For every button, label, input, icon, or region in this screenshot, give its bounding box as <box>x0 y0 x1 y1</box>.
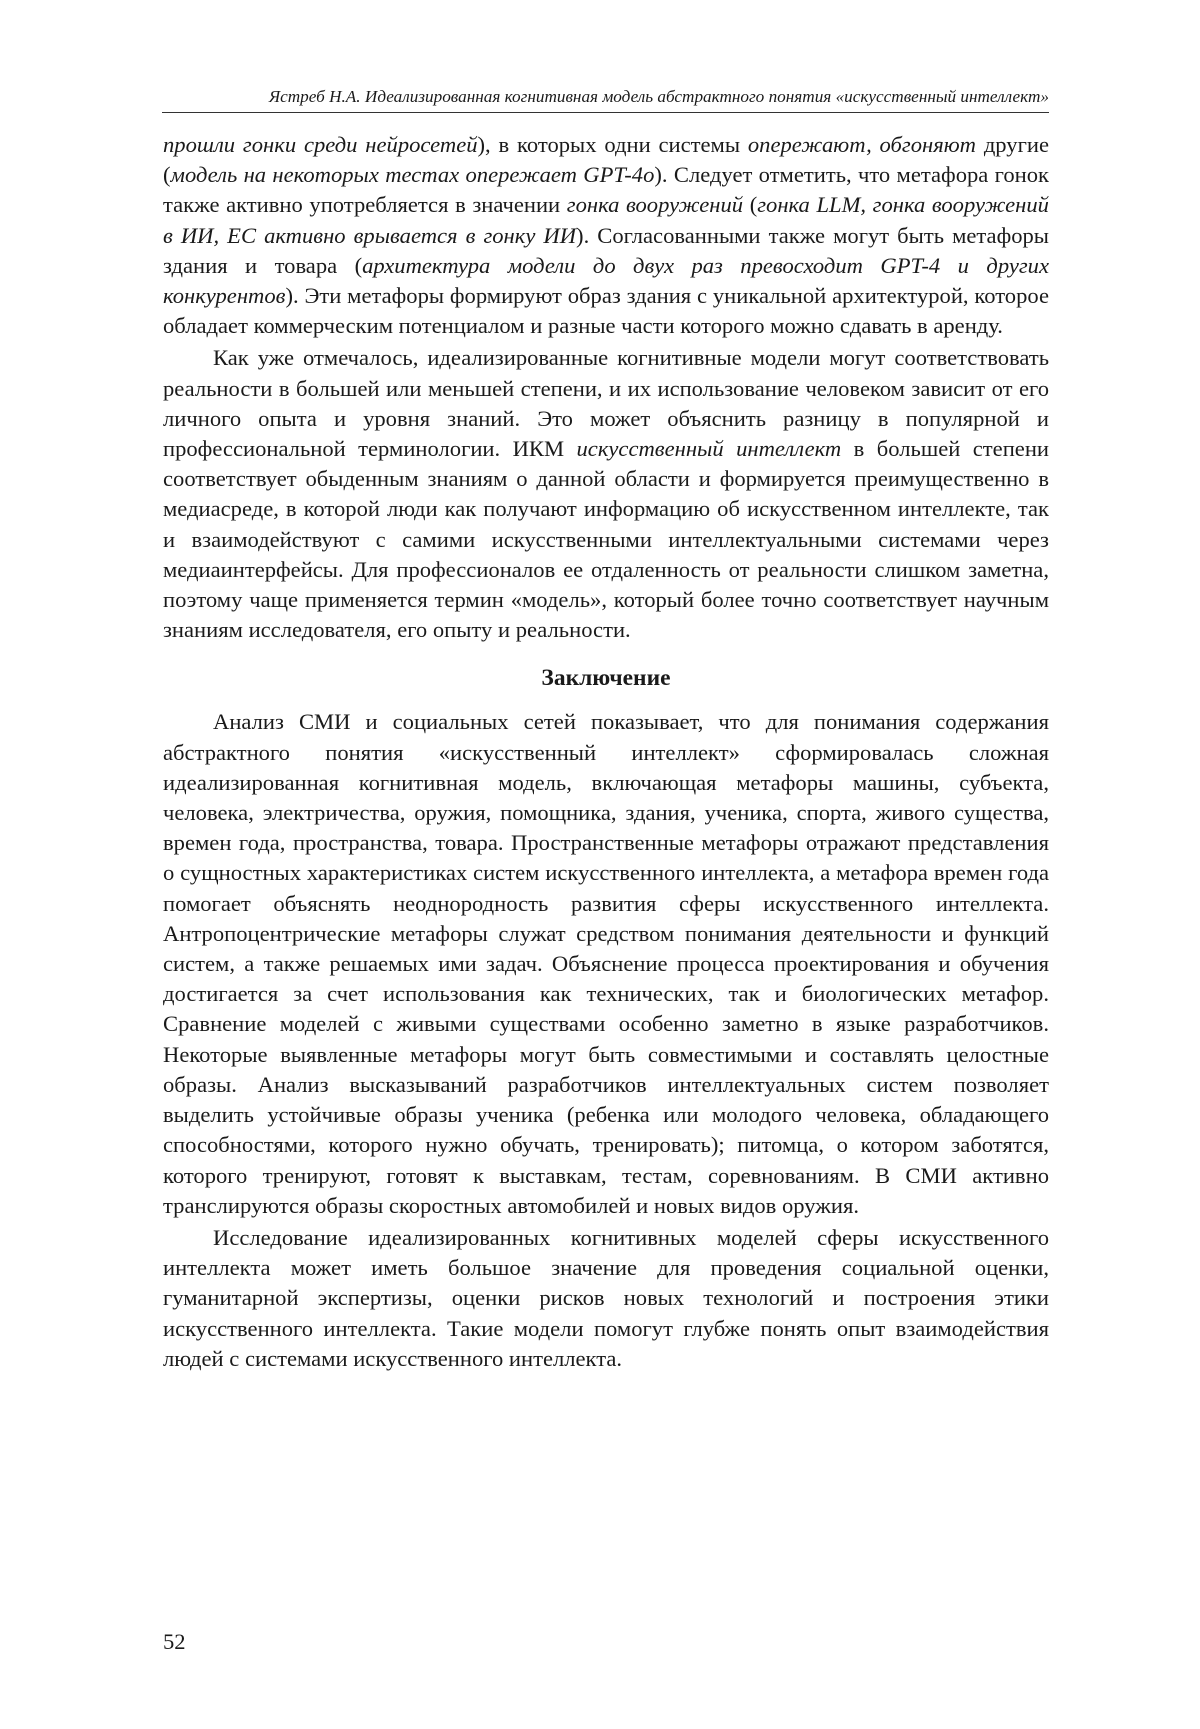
italic-phrase: прошли гонки среди нейросетей <box>163 132 478 157</box>
italic-phrase: искусственный интеллект <box>576 436 842 462</box>
paragraph-icm-terminology <box>163 343 1049 645</box>
italic-phrase: гонка вооружений <box>566 192 744 218</box>
page-number: 52 <box>163 1629 186 1654</box>
text-run: другие ( <box>163 132 1049 188</box>
text-run: ). Согласованными также могут быть метафоры здания и товара ( <box>163 222 1049 278</box>
body-text <box>163 130 1049 1374</box>
italic-phrase: опережают, обгоняют <box>747 132 976 157</box>
text-run: ), в которых одни системы <box>477 132 748 157</box>
text-run: ). Эти метафоры формируют образ здания с уникальной архитектурой, которое обладает коммерческим потенциалом и разные части которого можно сдавать в аренду. <box>163 283 1049 339</box>
paragraph-conclusion-significance: Исследование идеализированных когнитивных моделей сферы искусственного интеллекта может иметь большое значение для проведения социальной оценки, гуманитарной экспертизы, оценки рисков новых технологий и построения этики искусственного интеллекта. Такие модели помогут глубже понять опыт взаимодействия людей с системами искусственного интеллекта. <box>163 1224 1049 1371</box>
text-run: ). Следует отметить, что метафора гонок также активно употребляется в значении <box>163 162 1050 218</box>
italic-phrase: модель на некоторых тестах опережает GPT-4o <box>170 162 655 188</box>
section-title-conclusion: Заключение <box>541 665 671 692</box>
italic-phrase: гонка LLM, гонка вооружений в ИИ, ЕС активно врывается в гонку ИИ <box>163 192 1049 248</box>
paragraph-metaphor-races <box>163 130 1049 341</box>
text-run: ( <box>743 192 758 218</box>
italic-phrase: архитектура модели до двух раз превосходит GPT-4 и других конкурентов <box>163 252 1049 309</box>
text-run: Как уже отмечалось, идеализированные когнитивные модели могут соответствовать реальности в большей или меньшей степени, и их использование человеком зависит от его личного опыта и уровня знаний. Это может объяснить разницу в популярной и профессиональной терминологии. ИКМ <box>163 345 1049 462</box>
running-header: Ястреб Н.А. Идеализированная когнитивная модель абстрактного понятия «искусственный интеллект» <box>162 86 1049 113</box>
text-run: в большей степени соответствует обыденным знаниям о данной области и формируется преимущественно в медиасреде, в которой люди как получают информацию об искусственном интеллекте, так и взаимодействуют с самими искусственными интеллектуальными системами через медиаинтерфейсы. Для профессионалов ее отдаленность от реальности слишком заметна, поэтому чаще применяется термин «модель», который более точно соответствует научным знаниям исследователя, его опыту и реальности. <box>163 436 1050 643</box>
paragraph-conclusion-analysis: Анализ СМИ и социальных сетей показывает, что для понимания содержания абстрактного понятия «искусственный интеллект» сформировалась сложная идеализированная когнитивная модель, включающая метафоры машины, субъекта, человека, электричества, оружия, помощника, здания, ученика, спорта, живого существа, времен года, пространства, товара. Пространственные метафоры отражают представления о сущностных характеристиках систем искусственного интеллекта, а метафора времен года помогает объяснять неоднородность развития сферы искусственного интеллекта. Антропоцентрические метафоры служат средством понимания деятельности и функций систем, а также решаемых ими задач. Объяснение процесса проектирования и обучения достигается за счет использования как технических, так и биологических метафор. Сравнение моделей с живыми существами особенно заметно в языке разработчиков. Некоторые выявленные метафоры могут быть совместимыми и составлять целостные образы. Анализ высказываний разработчиков интеллектуальных систем позволяет выделить устойчивые образы ученика (ребенка или молодого человека, обладающего способностями, которого нужно обучать, тренировать); питомца, о котором заботятся, которого тренируют, готовят к выставкам, тестам, соревнованиям. В СМИ активно транслируются образы скоростных автомобилей и новых видов оружия. <box>163 709 1049 1218</box>
